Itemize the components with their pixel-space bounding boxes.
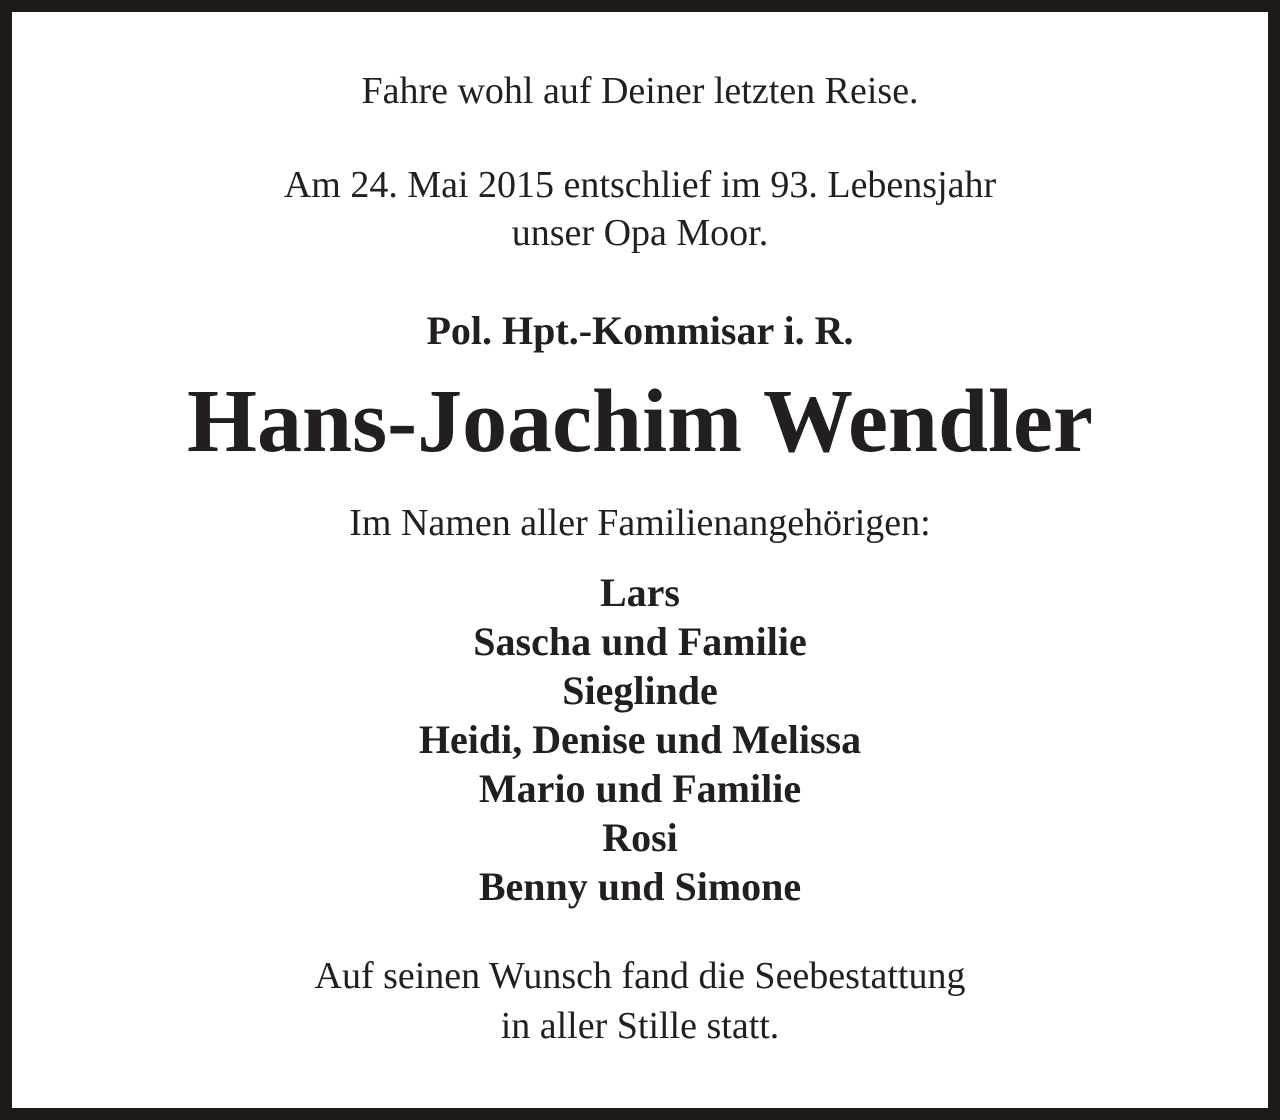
mourner-name: Heidi, Denise und Melissa	[418, 717, 862, 762]
mourner-name: Sascha und Familie	[473, 619, 807, 664]
mourner-name: Rosi	[602, 815, 678, 860]
relation-line: unser Opa Moor.	[511, 212, 769, 254]
death-date-line: Am 24. Mai 2015 entschlief im 93. Lebensjahr	[283, 164, 997, 206]
mourner-name: Mario und Familie	[478, 766, 802, 811]
burial-note-line-2: in aller Stille statt.	[500, 1005, 780, 1047]
farewell-line: Fahre wohl auf Deiner letzten Reise.	[361, 70, 919, 112]
burial-note-line-1: Auf seinen Wunsch fand die Seebestattung	[314, 955, 966, 997]
mourners-intro: Im Namen aller Familienangehörigen:	[349, 502, 931, 544]
mourner-name: Lars	[600, 570, 680, 615]
mourner-name: Benny und Simone	[478, 864, 802, 909]
deceased-title: Pol. Hpt.-Kommisar i. R.	[426, 308, 854, 353]
mourners-list	[12, 568, 1268, 911]
mourner-name: Sieglinde	[562, 668, 718, 713]
deceased-name: Hans-Joachim Wendler	[187, 372, 1093, 471]
